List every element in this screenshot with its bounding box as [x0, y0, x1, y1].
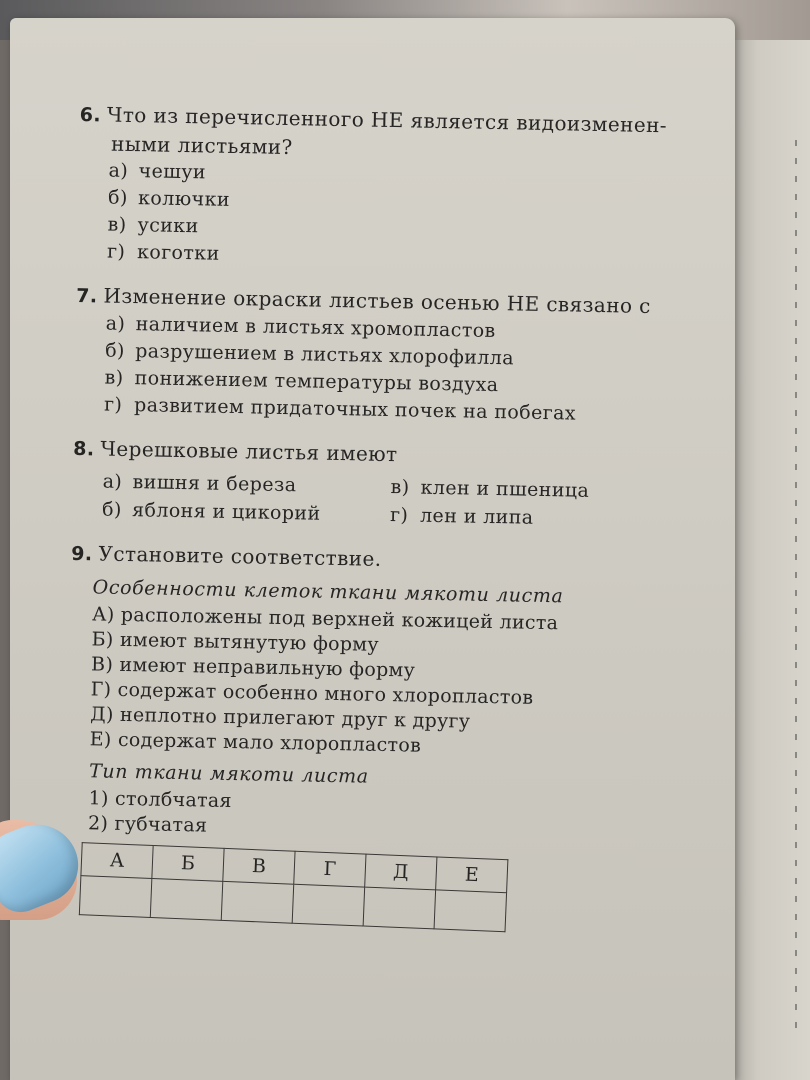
answer-header: Д — [365, 854, 437, 890]
answer-header: А — [81, 843, 153, 879]
question-6 — [77, 100, 720, 277]
option-v[interactable]: в) клен и пшеница — [390, 476, 590, 502]
answer-cell[interactable] — [79, 876, 152, 918]
feature-item: Е) содержат мало хлоропластов — [89, 728, 422, 757]
option-b[interactable]: б) разрушением в листьях хлорофилла — [104, 339, 515, 370]
answer-cell[interactable] — [221, 881, 294, 923]
option-g[interactable]: г) развитием придаточных почек на побегах — [103, 393, 577, 425]
type-item: 1) столбчатая — [88, 787, 233, 813]
answer-cell[interactable] — [434, 890, 507, 932]
option-g[interactable]: г) коготки — [106, 240, 220, 265]
question-text-continued: ными листьями? — [110, 131, 293, 160]
feature-item: А) расположены под верхней кожицей листа — [91, 603, 559, 635]
question-7 — [74, 281, 717, 430]
feature-item: Б) имеют вытянутую форму — [91, 628, 380, 656]
options-grid — [72, 467, 713, 535]
feature-item: Г) содержат особенно много хлоропластов — [90, 678, 534, 709]
option-g[interactable]: г) лен и липа — [389, 504, 534, 529]
answer-header: Г — [294, 851, 366, 887]
option-a[interactable]: а) вишня и береза — [102, 470, 297, 497]
question-number: 9. — [71, 542, 93, 566]
option-a[interactable]: а) чешуи — [108, 159, 207, 184]
answer-cell[interactable] — [292, 884, 365, 926]
option-v[interactable]: в) понижением температуры воздуха — [104, 366, 499, 397]
option-b[interactable]: б) колючки — [107, 186, 231, 211]
question-number: 6. — [79, 103, 102, 127]
question-text: Установите соответствие. — [98, 541, 382, 571]
next-page-edge — [735, 40, 810, 1080]
question-number: 8. — [73, 437, 95, 461]
answer-cell[interactable] — [363, 887, 436, 929]
page-content — [64, 100, 720, 943]
question-text: Черешковые листья имеют — [100, 436, 398, 467]
type-item: 2) губчатая — [87, 812, 208, 837]
question-text: Изменение окраски листьев осенью НЕ связано с — [103, 283, 652, 318]
answer-table — [79, 842, 509, 932]
types-heading: Тип ткани мякоти листа — [88, 760, 369, 788]
feature-item: В) имеют неправильную форму — [90, 653, 416, 682]
option-a[interactable]: а) наличием в листьях хромопластов — [105, 312, 496, 343]
answer-header: Б — [152, 846, 224, 882]
answer-cell[interactable] — [150, 879, 223, 921]
answer-header: В — [223, 848, 295, 884]
question-number: 7. — [76, 284, 98, 308]
cut-line — [795, 140, 797, 1040]
option-b[interactable]: б) яблоня и цикорий — [101, 498, 321, 525]
answer-header: Е — [436, 857, 508, 893]
question-8 — [72, 434, 714, 535]
feature-item: Д) неплотно прилегают друг к другу — [89, 703, 471, 733]
features-heading: Особенности клеток ткани мякоти листа — [92, 576, 564, 608]
question-9 — [64, 539, 711, 927]
question-text: Что из перечисленного НЕ является видоизменен- — [106, 102, 668, 138]
option-v[interactable]: в) усики — [107, 213, 199, 238]
